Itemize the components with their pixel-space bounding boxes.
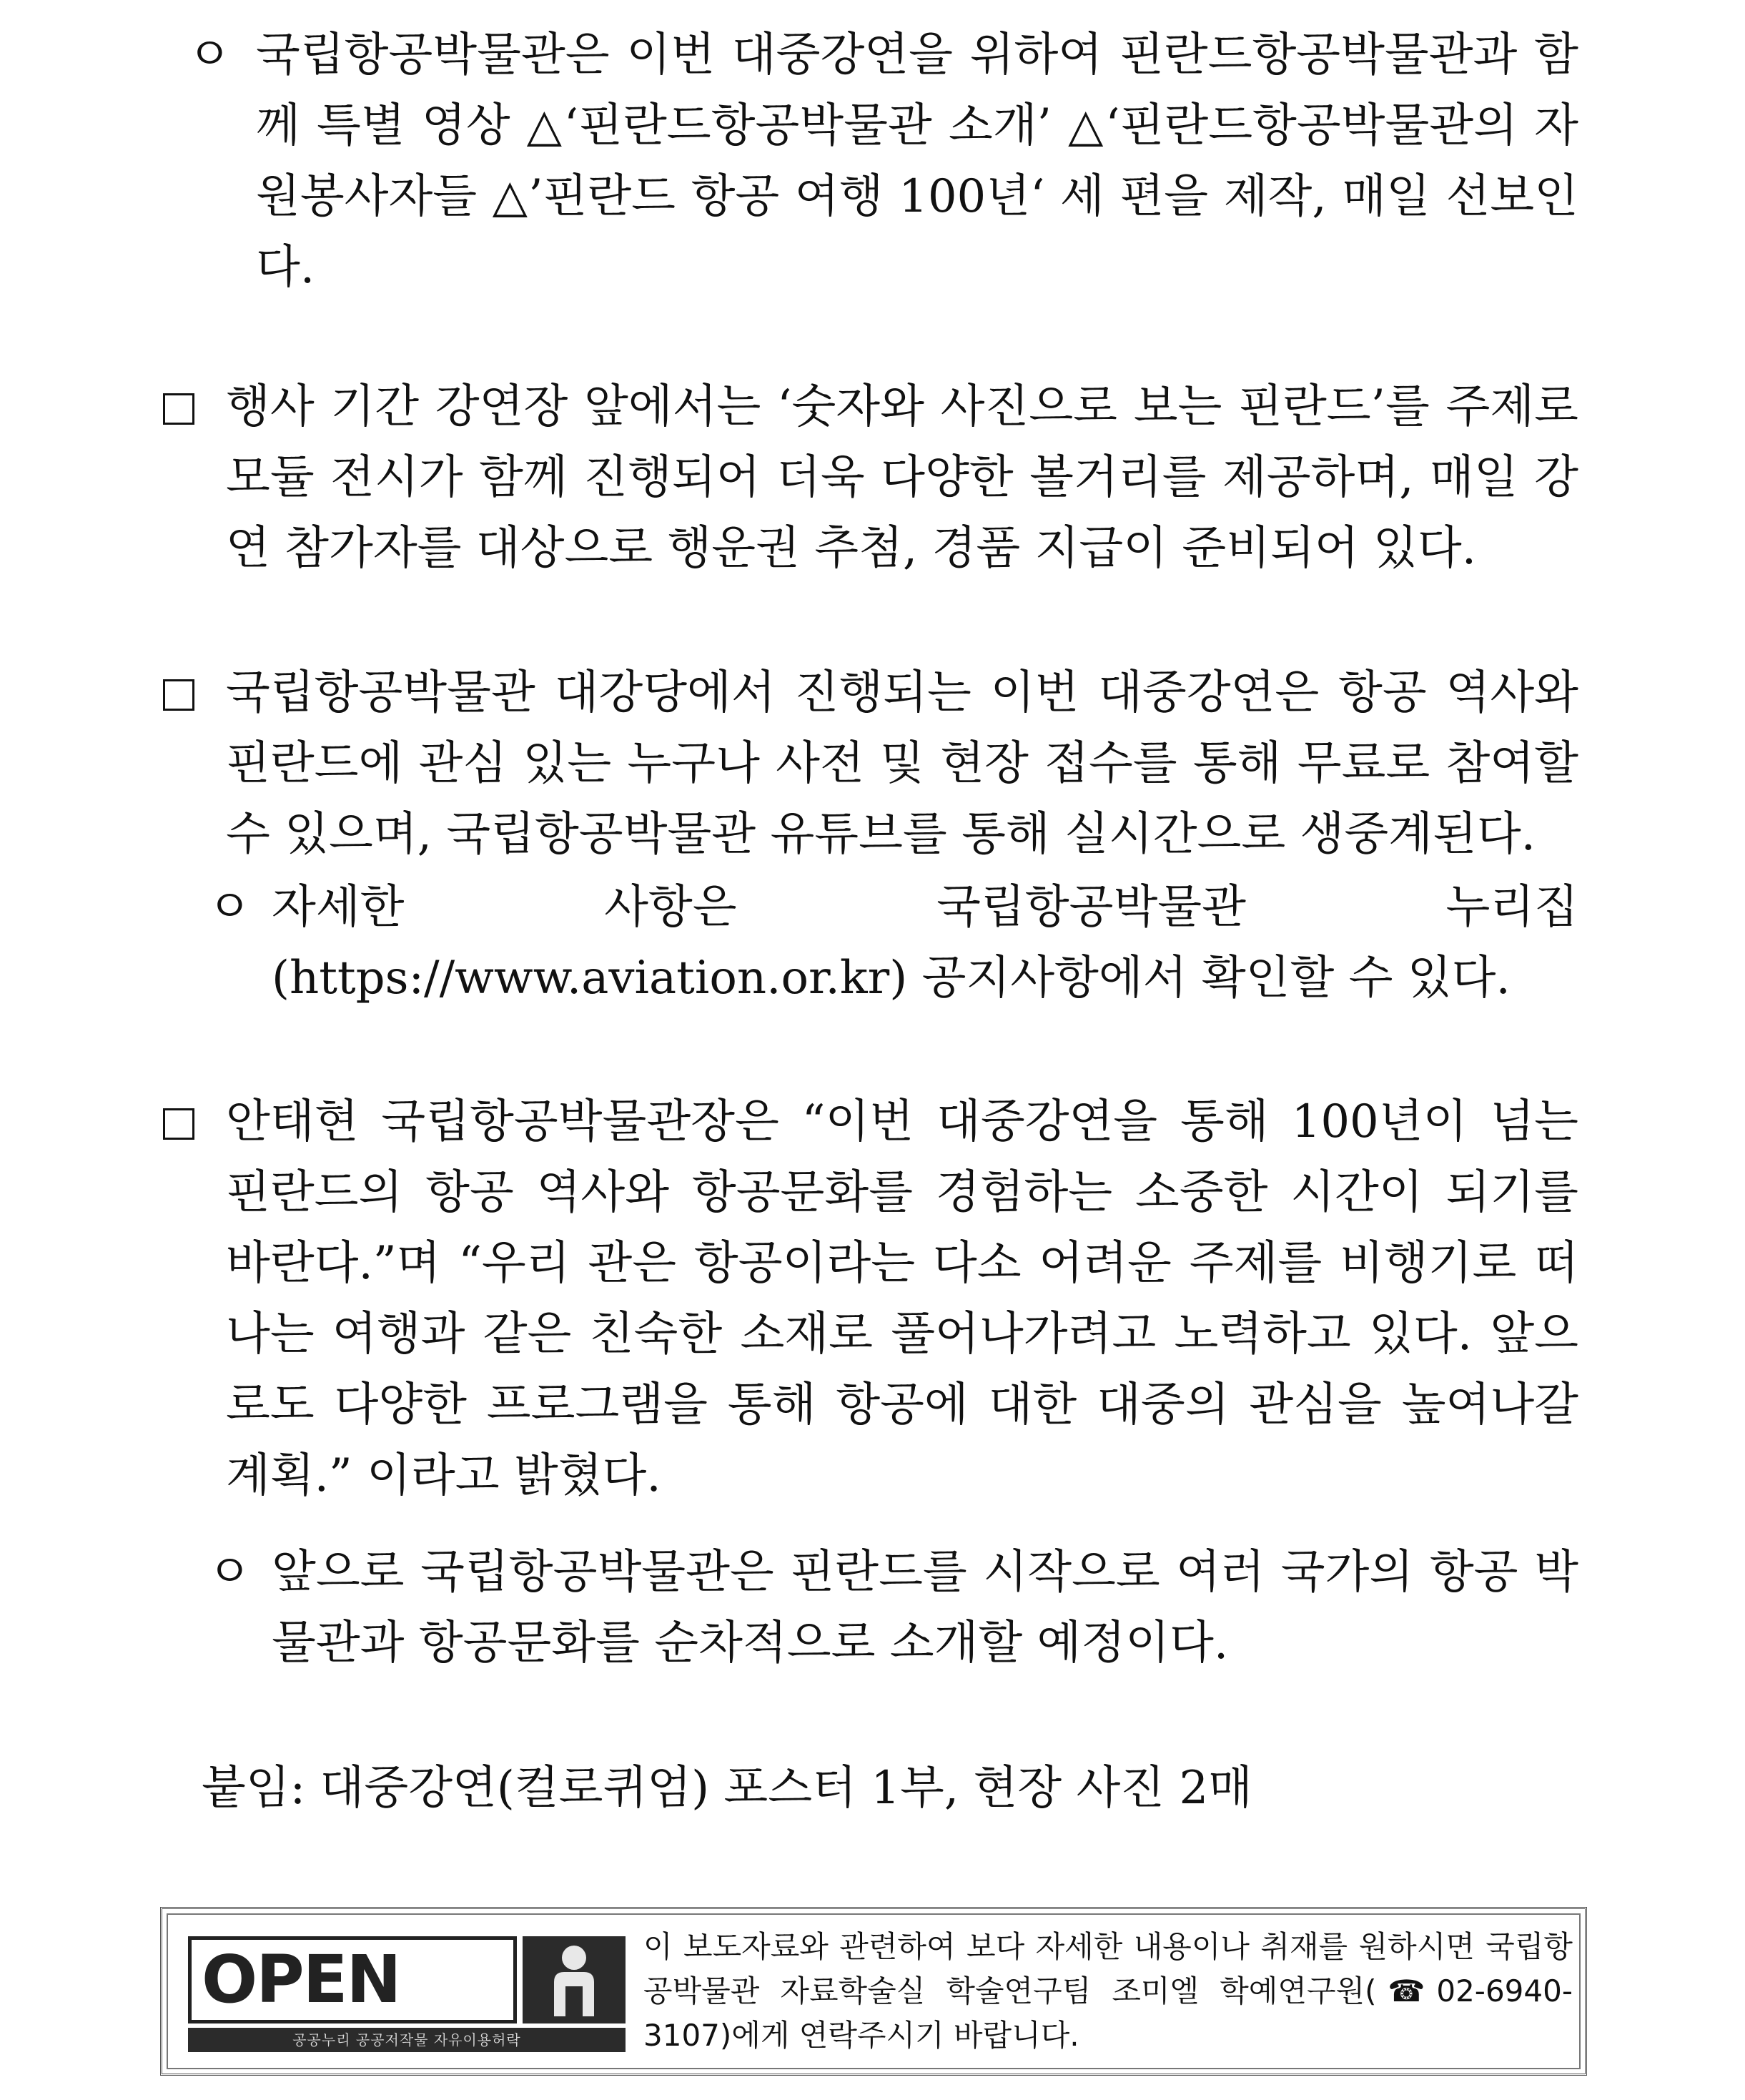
circle-bullet-icon: ㅇ	[207, 1546, 252, 1599]
attachment-line: 붙임: 대중강연(컬로퀴엄) 포스터 1부, 현장 사진 2매	[202, 1762, 1252, 1815]
paragraph-special-videos	[187, 20, 1578, 303]
footer-inner-border	[167, 1913, 1581, 2069]
paragraph-website-notice	[207, 872, 1578, 1014]
paragraph-text: 자세한 사항은 국립항공박물관 누리집(https://www.aviation.or.kr) 공지사항에서 확인할 수 있다.	[272, 881, 1578, 1005]
square-bullet-icon	[163, 679, 194, 711]
paragraph-lecture-participation	[160, 658, 1578, 870]
circle-bullet-icon: ㅇ	[207, 881, 252, 934]
paragraph-module-exhibition	[160, 372, 1578, 584]
person-icon	[523, 1936, 626, 2023]
logo-caption-bar: 공공누리 공공저작물 자유이용허락	[188, 2028, 626, 2052]
paragraph-text: 앞으로 국립항공박물관은 핀란드를 시작으로 여러 국가의 항공 박물관과 항공문화를 순차적으로 소개할 예정이다.	[272, 1546, 1578, 1670]
paragraph-text: 안태현 국립항공박물관장은 “이번 대중강연을 통해 100년이 넘는 핀란드의 항공 역사와 항공문화를 경험하는 소중한 시간이 되기를 바란다.”며 “우리 관은 항공이라는 다소 어려운 주제를 비행기로 떠나는 여행과 같은 친숙한 소재로 풀어나가려고 노력하고 있다. 앞으로도 다양한 프로그램을 통해 항공에 대한 대중의 관심을 높여나갈 계획.” 이라고 밝혔다.	[226, 1095, 1578, 1502]
paragraph-text: 국립항공박물관 대강당에서 진행되는 이번 대중강연은 항공 역사와 핀란드에 관심 있는 누구나 사전 및 현장 접수를 통해 무료로 참여할 수 있으며, 국립항공박물관 유튜브를 통해 실시간으로 생중계된다.	[226, 666, 1578, 861]
square-bullet-icon	[163, 1108, 194, 1140]
paragraph-text: 국립항공박물관은 이번 대중강연을 위하여 핀란드항공박물관과 함께 특별 영상 △‘핀란드항공박물관 소개’ △‘핀란드항공박물관의 자원봉사자들 △’핀란드 항공 여행 100년‘ 세 편을 제작, 매일 선보인다.	[256, 29, 1578, 294]
circle-bullet-icon: ㅇ	[187, 29, 232, 82]
open-logo-text: OPEN	[188, 1936, 517, 2023]
paragraph-future-plans	[207, 1537, 1578, 1679]
square-bullet-icon	[163, 393, 194, 425]
paragraph-director-quote	[160, 1087, 1578, 1512]
paragraph-text: 행사 기간 강연장 앞에서는 ‘숫자와 사진으로 보는 핀란드’를 주제로 모듈 전시가 함께 진행되어 더욱 다양한 볼거리를 제공하며, 매일 강연 참가자를 대상으로 행운권 추첨, 경품 지급이 준비되어 있다.	[226, 380, 1578, 575]
kogl-open-logo	[188, 1936, 626, 2051]
contact-text: 이 보도자료와 관련하여 보다 자세한 내용이나 취재를 원하시면 국립항공박물관 자료학술실 학술연구팀 조미엘 학예연구원(☎02-6940-3107)에게 연락주시기 바랍니다.	[643, 1929, 1573, 2053]
contact-footer-box	[160, 1907, 1587, 2076]
